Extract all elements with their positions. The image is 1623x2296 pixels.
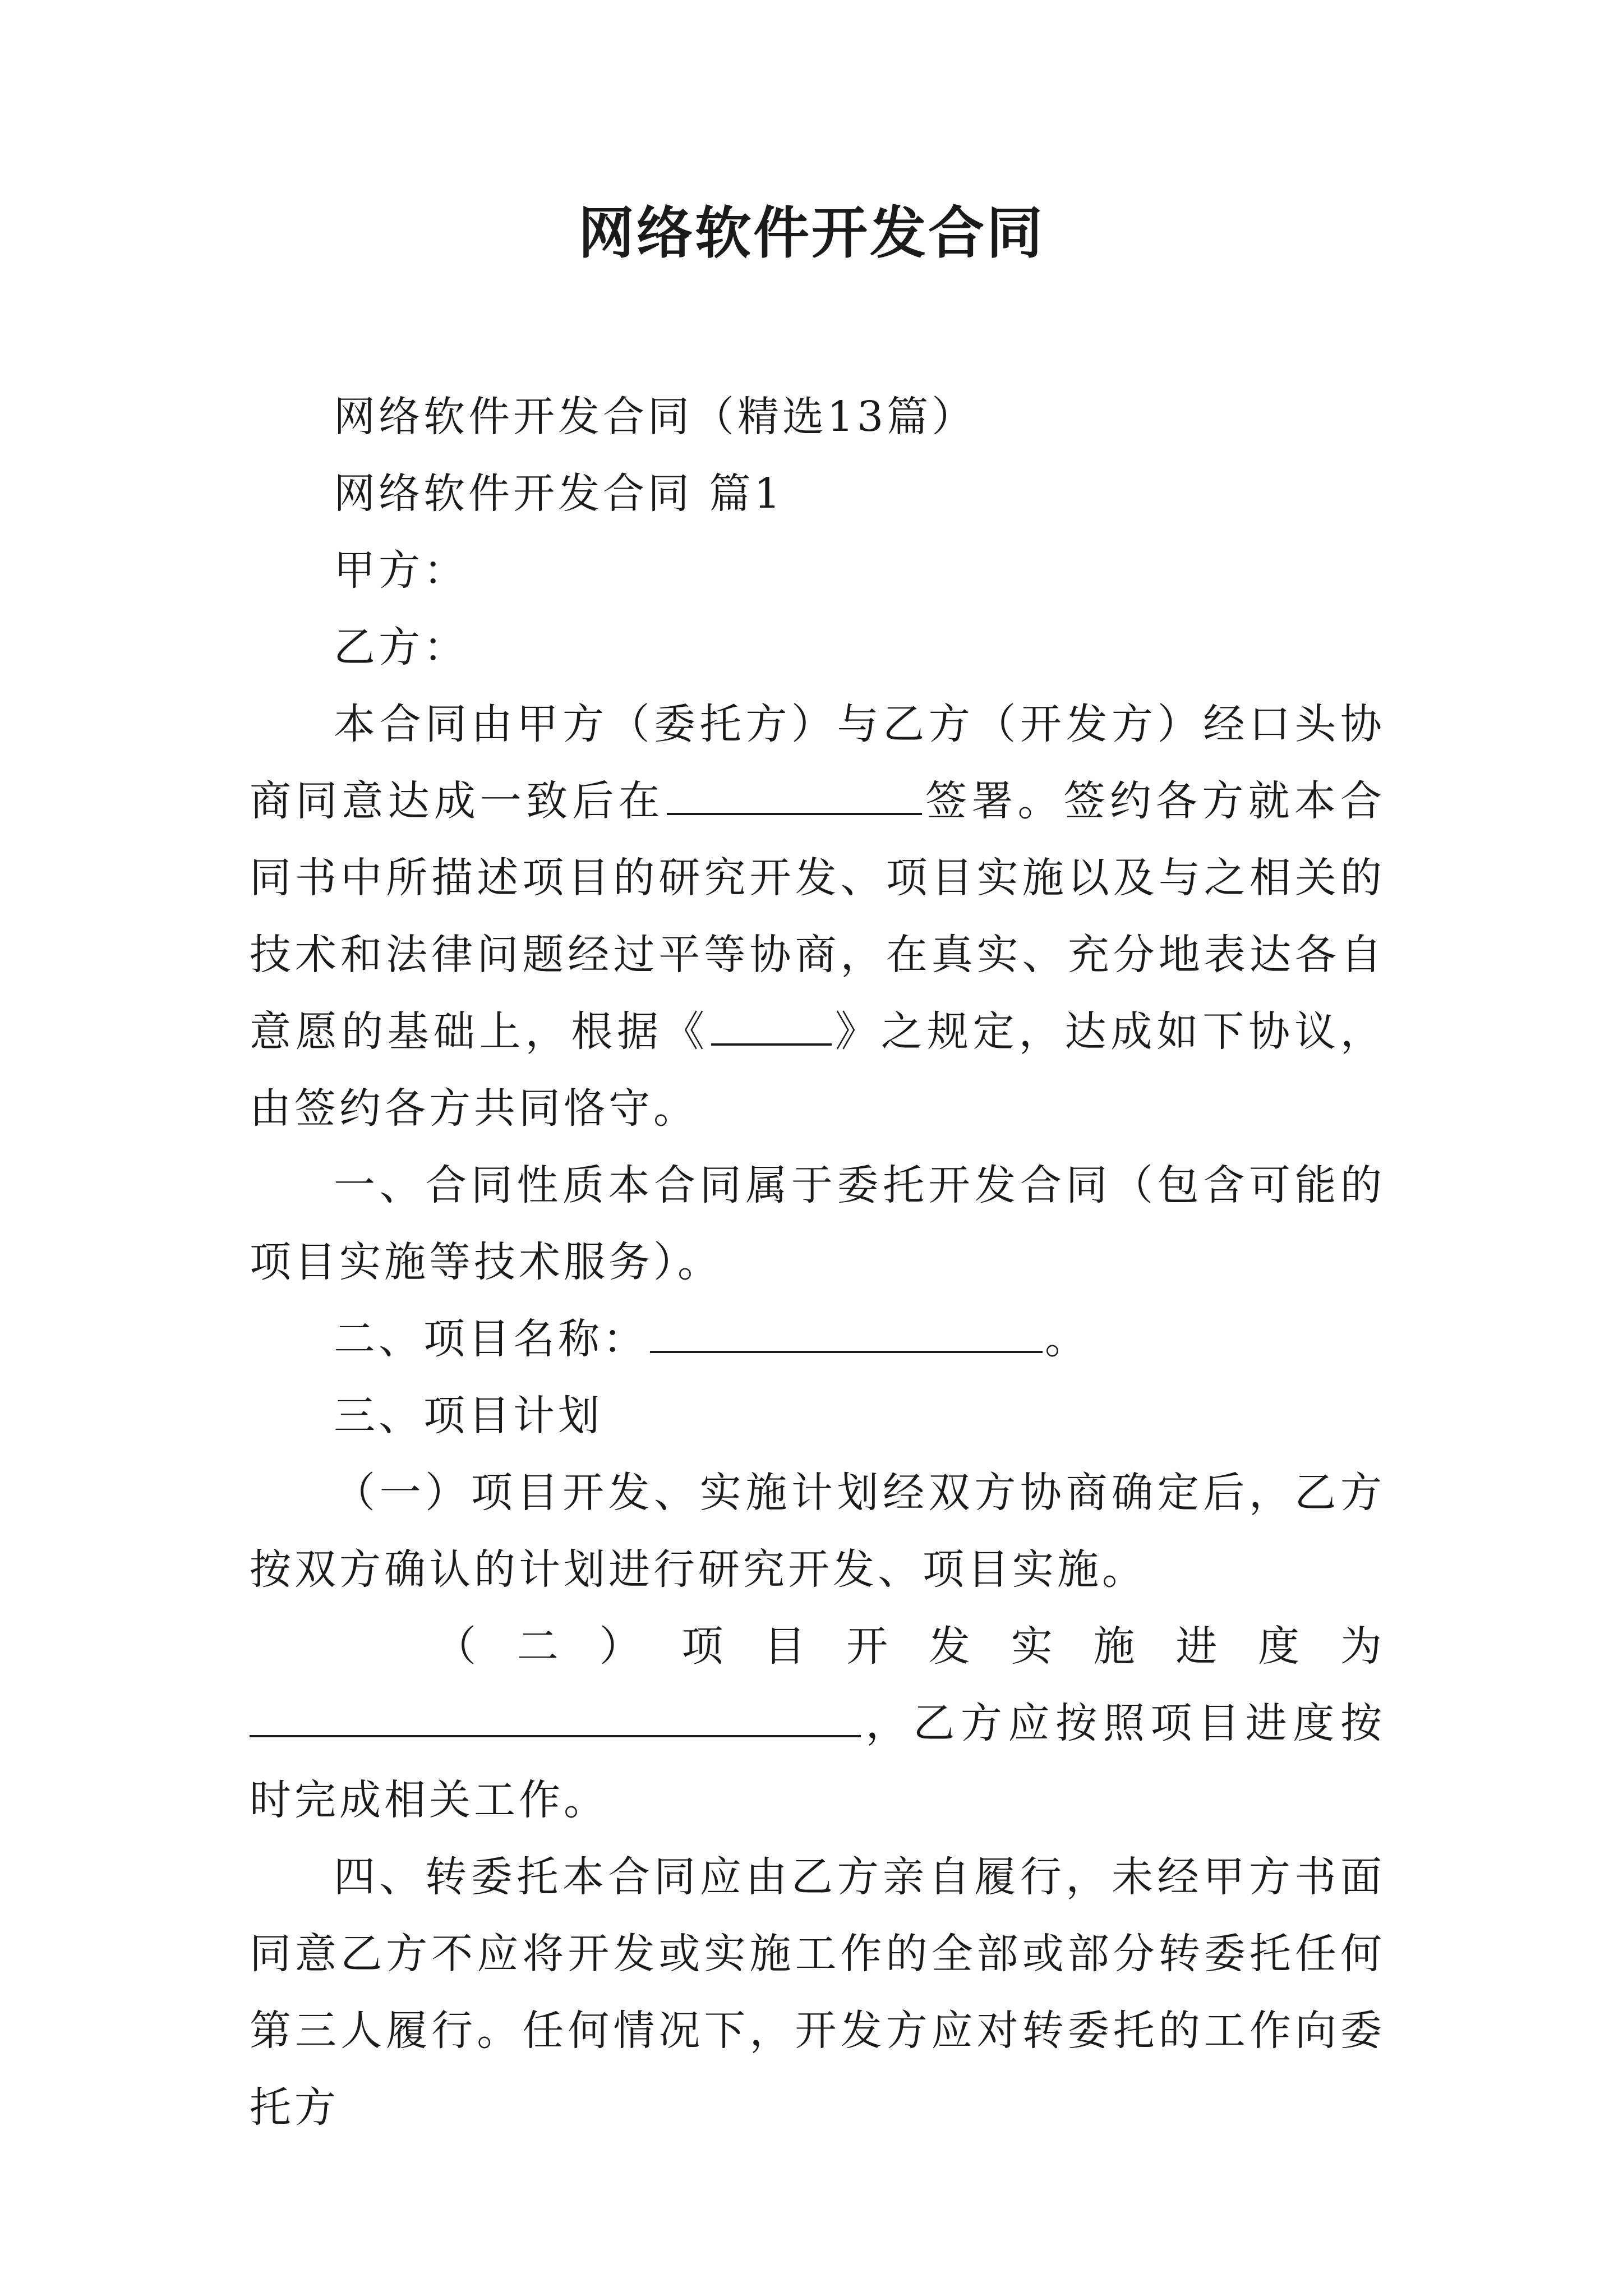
clause-3-2-continuation bbox=[250, 1685, 1385, 1839]
clause-3-2-line bbox=[250, 1608, 1385, 1685]
schedule-blank bbox=[250, 1694, 861, 1737]
section-heading: 网络软件开发合同 篇1 bbox=[334, 470, 784, 518]
intro-paragraph bbox=[250, 686, 1385, 1147]
clause-3-2-char: 度 bbox=[1258, 1622, 1303, 1671]
clause-3: 三、项目计划 bbox=[334, 1392, 603, 1440]
document-body bbox=[250, 379, 1385, 2146]
clause-1: 一、合同性质本合同属于委托开发合同（包含可能的项目实施等技术服务）。 bbox=[250, 1161, 1385, 1286]
law-name-blank bbox=[711, 1002, 832, 1046]
clause-3-2-char: （ bbox=[435, 1622, 479, 1671]
clause-3-1: （一）项目开发、实施计划经双方协商确定后，乙方按双方确认的计划进行研究开发、项目实施。 bbox=[250, 1469, 1385, 1594]
intro-text-1: 本合同由甲方（委托方）与乙方（开发方）经口头协商同意达成一致后在 bbox=[250, 700, 1385, 825]
clause-2-label: 二、项目名称： bbox=[334, 1315, 648, 1363]
clause-3-2-char: 施 bbox=[1093, 1622, 1138, 1671]
intro-text-3: 》之规定，达成如下协议，由签约各方共同恪守。 bbox=[250, 1007, 1386, 1133]
party-b-label: 乙方： bbox=[334, 623, 468, 671]
clause-3-2-char: ） bbox=[599, 1622, 644, 1671]
clause-3-2-char: 开 bbox=[846, 1622, 892, 1671]
clause-3-2-char: 实 bbox=[1011, 1622, 1056, 1671]
clause-3-2-char: 为 bbox=[1340, 1622, 1385, 1671]
intro-text-2: 签署。签约各方就本合同书中所描述项目的研究开发、项目实施以及与之相关的技术和法律问题经过平等协商，在真实、充分地表达各自意愿的基础上，根据《 bbox=[250, 777, 1386, 1056]
clause-2 bbox=[250, 1301, 1385, 1378]
clause-3-2-char: 项 bbox=[681, 1622, 727, 1671]
clause-3-2-char: 目 bbox=[764, 1622, 809, 1671]
document-subtitle: 网络软件开发合同（精选13篇） bbox=[334, 393, 977, 441]
clause-2-end: 。 bbox=[1045, 1315, 1090, 1363]
party-a-label: 甲方： bbox=[334, 546, 468, 595]
clause-3-2-text: ，乙方应按照项目进度按时完成相关工作。 bbox=[250, 1699, 1385, 1824]
clause-3-2-char: 进 bbox=[1175, 1622, 1221, 1671]
signing-place-blank bbox=[667, 771, 922, 815]
document-title: 网络软件开发合同 bbox=[578, 200, 1045, 266]
project-name-blank bbox=[650, 1309, 1043, 1353]
clause-4: 四、转委托本合同应由乙方亲自履行，未经甲方书面同意乙方不应将开发或实施工作的全部或部分转委托任何第三人履行。任何情况下，开发方应对转委托的工作向委托方 bbox=[250, 1853, 1385, 2132]
clause-3-2-char: 二 bbox=[517, 1622, 562, 1671]
clause-3-2-char: 发 bbox=[928, 1622, 974, 1671]
